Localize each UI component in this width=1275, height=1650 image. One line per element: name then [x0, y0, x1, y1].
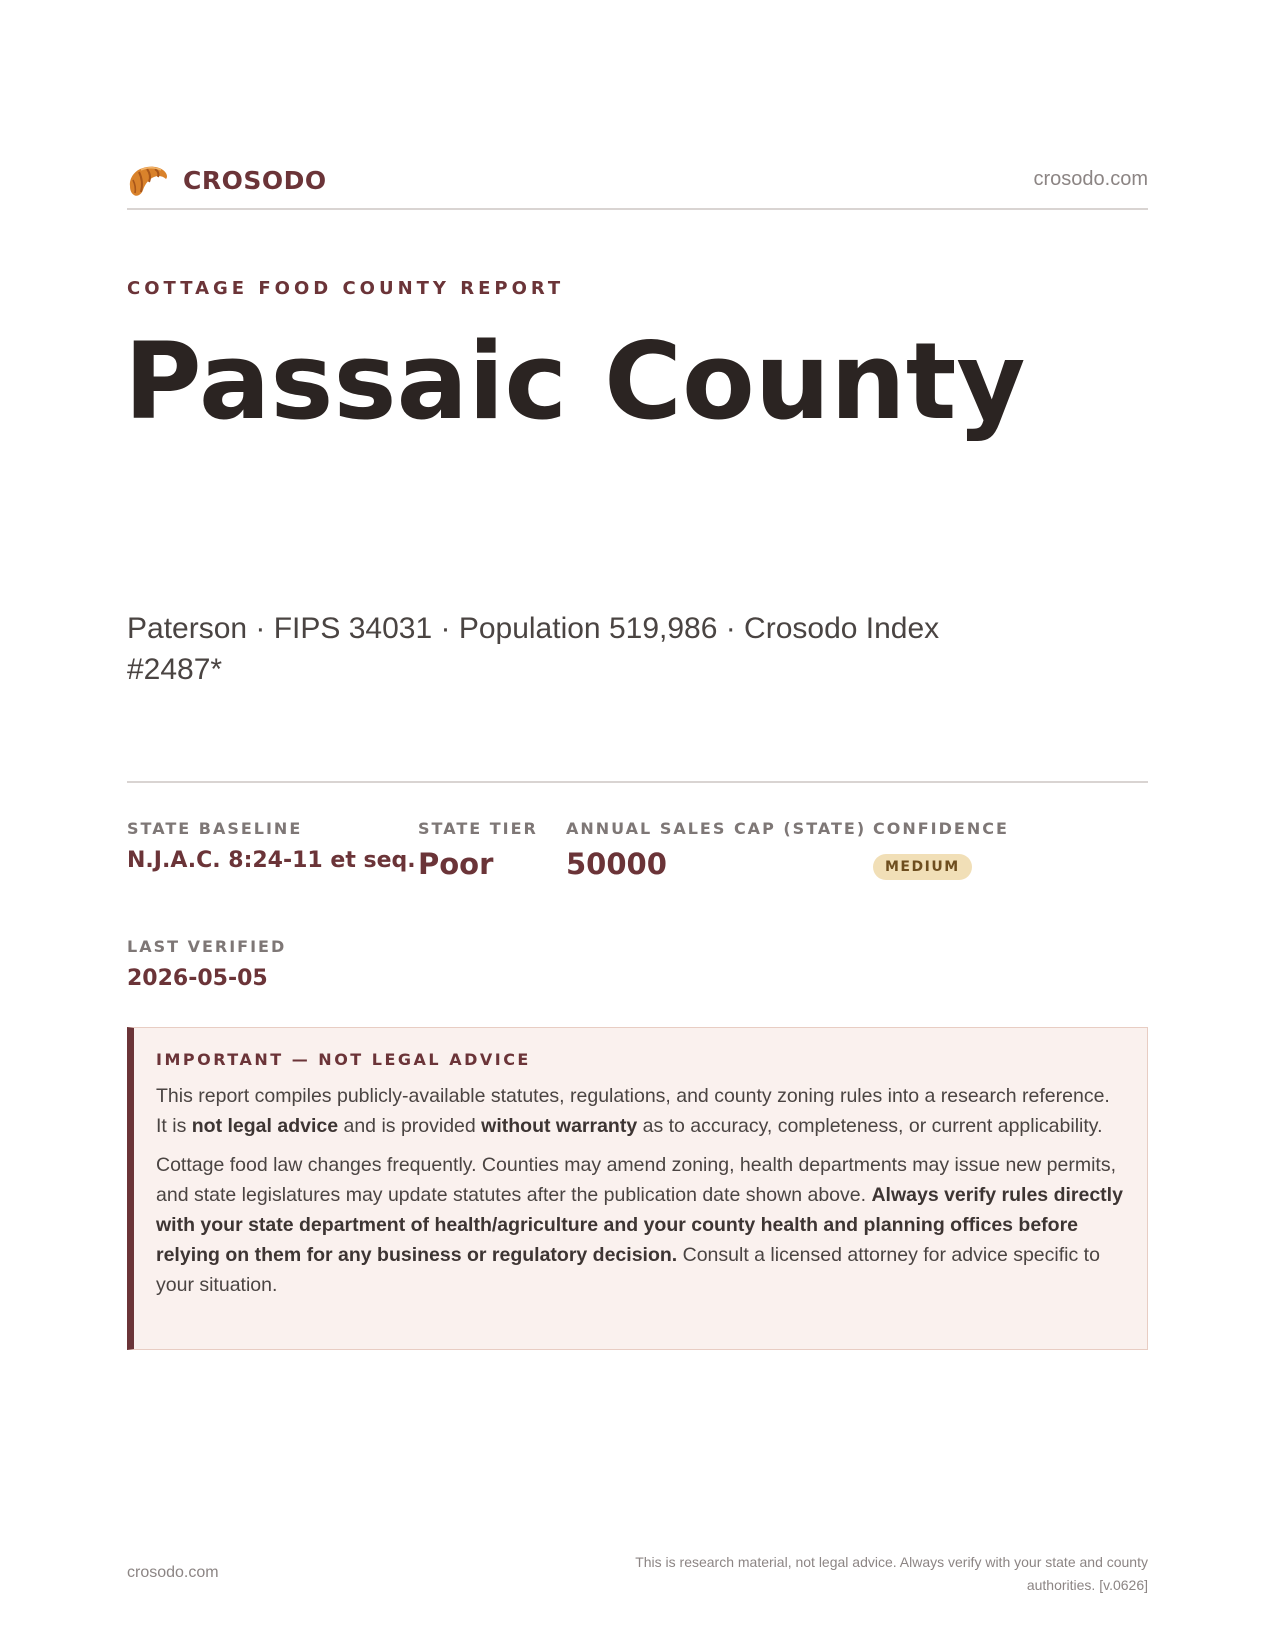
- stat-state-baseline: [127, 819, 416, 873]
- notice-emphasis: Always verify rules directly with your state department of health/agriculture and your county health and planning offices before relying on them for any business or regulatory decision.: [156, 1184, 1123, 1266]
- stat-label: CONFIDENCE: [873, 819, 1009, 838]
- stat-last-verified: [127, 937, 286, 991]
- notice-text: Cottage food law changes frequently. Counties may amend zoning, health departments may issue new permits, and state legislatures may update statutes after the publication date shown above.: [156, 1154, 1116, 1206]
- stat-confidence: [873, 819, 1009, 880]
- brand-name: CROSODO: [183, 165, 327, 195]
- notice-text: and is provided: [338, 1115, 482, 1137]
- footer-site-link[interactable]: crosodo.com: [127, 1564, 219, 1581]
- brand[interactable]: [127, 160, 327, 200]
- legal-notice: [127, 1027, 1148, 1350]
- stat-label: ANNUAL SALES CAP (STATE): [566, 819, 867, 838]
- stat-label: STATE BASELINE: [127, 819, 303, 838]
- stat-label: STATE TIER: [418, 819, 538, 838]
- notice-text: This report compiles publicly-available statutes, regulations, and county zoning rules into a research reference. It is: [156, 1085, 1110, 1137]
- county-subline: Paterson · FIPS 34031 · Population 519,986 · Crosodo Index #2487*: [127, 612, 940, 686]
- stat-value: 2026-05-05: [127, 966, 268, 991]
- notice-text: as to accuracy, completeness, or current applicability.: [637, 1115, 1103, 1137]
- report-eyebrow: COTTAGE FOOD COUNTY REPORT: [127, 278, 565, 299]
- stat-value: 50000: [566, 847, 667, 881]
- stat-state-tier: [418, 819, 538, 881]
- header-site-link[interactable]: crosodo.com: [1033, 168, 1148, 190]
- confidence-badge: MEDIUM: [873, 854, 972, 880]
- notice-paragraph: [156, 1150, 1125, 1300]
- stat-value: Poor: [418, 847, 494, 881]
- stat-label: LAST VERIFIED: [127, 937, 287, 956]
- notice-paragraph: [156, 1081, 1125, 1141]
- notice-title: IMPORTANT — NOT LEGAL ADVICE: [156, 1050, 531, 1069]
- notice-emphasis: not legal advice: [191, 1115, 339, 1137]
- footer-disclaimer: This is research material, not legal advice. Always verify with your state and county authorities. [v.0626]: [635, 1554, 1148, 1593]
- page-title: Passaic County: [124, 320, 1026, 443]
- section-divider: [127, 781, 1148, 783]
- croissant-icon: [127, 160, 169, 200]
- notice-text: Consult a licensed attorney for advice specific to your situation.: [156, 1244, 1100, 1296]
- page-header: [127, 158, 1148, 210]
- stat-value: N.J.A.C. 8:24-11 et seq.: [127, 848, 416, 873]
- notice-emphasis: without warranty: [481, 1115, 638, 1137]
- stat-sales-cap: [566, 819, 866, 881]
